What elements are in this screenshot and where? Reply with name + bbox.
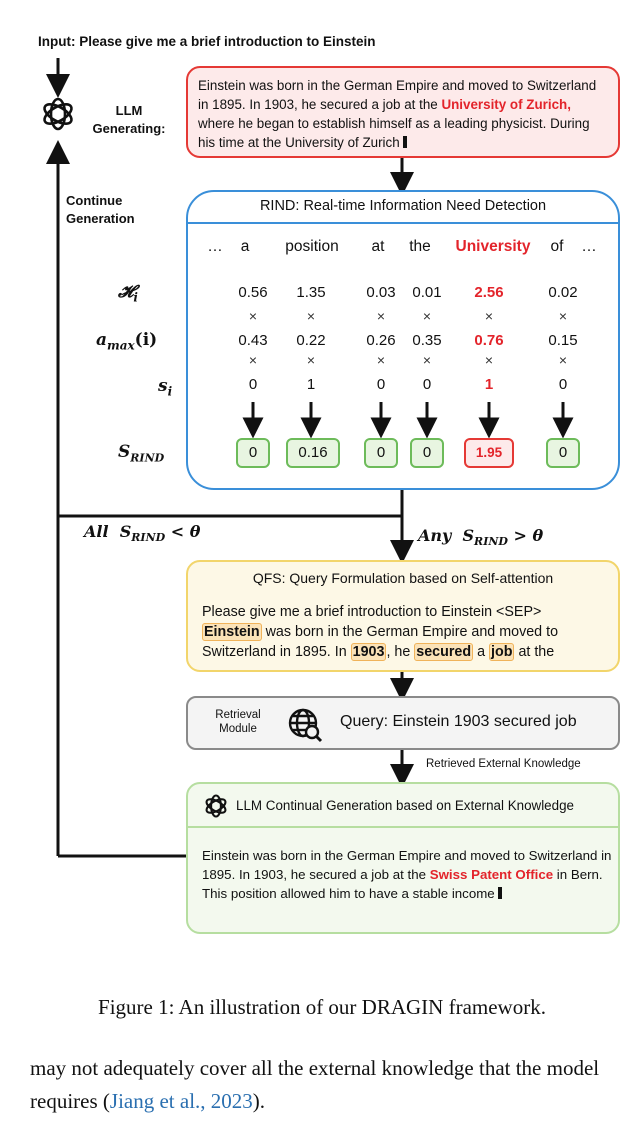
qfs-highlight-word: secured xyxy=(416,644,472,660)
qfs-box xyxy=(186,560,620,672)
score-box: 0 xyxy=(410,438,444,468)
qfs-text: was born in the German Empire and moved to Switzerland in 1895. In xyxy=(202,624,559,660)
h-value: 0.02 xyxy=(548,284,578,301)
condition-all-below xyxy=(84,522,200,544)
qfs-line1: Please give me a brief introduction to Einstein <SEP> xyxy=(202,604,542,620)
continual-title: LLM Continual Generation based on External Knowledge xyxy=(236,798,574,813)
s-value: 0 xyxy=(376,376,386,393)
cond-all-op: < θ xyxy=(170,522,201,541)
continue-generation-label xyxy=(66,192,135,228)
s-value: 0 xyxy=(558,376,568,393)
generated-text-part2: where he began to establish himself as a leading physicist. During his time at the University of Zurich xyxy=(198,116,590,150)
retrieval-label-2: Module xyxy=(219,723,257,735)
row-label-score xyxy=(118,442,164,464)
H-sub: i xyxy=(133,290,138,305)
a-value: 0.22 xyxy=(296,332,326,349)
openai-logo-icon xyxy=(38,94,78,134)
times-symbol: × xyxy=(422,308,432,324)
continue-line1: Continue xyxy=(66,193,123,208)
retrieval-module-box xyxy=(186,696,620,750)
score-box: 0.16 xyxy=(286,438,340,468)
score-arrows xyxy=(188,398,618,438)
token-cell: … xyxy=(207,238,223,255)
cond-all-prefix: All xyxy=(84,522,109,541)
web-search-icon xyxy=(286,706,324,744)
rind-divider xyxy=(188,222,618,224)
condition-any-above xyxy=(418,526,543,548)
s-sub: i xyxy=(167,384,173,399)
times-symbol: × xyxy=(306,352,316,368)
para-text: may not adequately cover all the external knowledge that the model requires ( xyxy=(30,1056,600,1113)
cond-any-prefix: Any xyxy=(418,526,452,545)
a-value: 0.15 xyxy=(548,332,578,349)
cond-any-op: > θ xyxy=(513,526,544,545)
s-value: 0 xyxy=(248,376,258,393)
cond-any-sub: RIND xyxy=(474,535,508,549)
para-end: ). xyxy=(252,1089,266,1113)
times-symbol: × xyxy=(376,308,386,324)
times-symbol: × xyxy=(422,352,432,368)
score-box: 0 xyxy=(546,438,580,468)
llm-label-line1: LLM xyxy=(115,103,143,118)
token-cell: a xyxy=(240,238,250,255)
s-value: 1 xyxy=(306,376,316,393)
times-symbol: × xyxy=(376,352,386,368)
qfs-title: QFS: Query Formulation based on Self-attention xyxy=(252,570,554,586)
a-sub: max xyxy=(107,338,135,353)
token-cell: the xyxy=(409,238,431,255)
h-value: 1.35 xyxy=(296,284,326,301)
H-symbol: 𝓗 xyxy=(118,282,134,302)
times-symbol: × xyxy=(306,308,316,324)
score-box: 0 xyxy=(364,438,398,468)
llm-label-line2: Generating: xyxy=(92,121,166,136)
continue-line2: Generation xyxy=(66,211,135,226)
a-value: 0.43 xyxy=(238,332,268,349)
continual-part1: Einstein was born in the German Empire and moved to Switzerland in 1895. In 1903, he secured a job at the xyxy=(202,848,612,882)
body-paragraph xyxy=(30,1052,640,1118)
retrieval-label xyxy=(202,708,274,736)
h-value: 0.03 xyxy=(366,284,396,301)
score-box: 0 xyxy=(236,438,270,468)
s-value: 1 xyxy=(484,376,494,393)
token-cell: University xyxy=(455,238,531,255)
s-symbol: s xyxy=(158,376,168,396)
figure-caption: Figure 1: An illustration of our DRAGIN framework. xyxy=(98,995,546,1019)
qfs-highlight-word: 1903 xyxy=(352,644,385,660)
a-value: 0.76 xyxy=(474,332,504,349)
qfs-body xyxy=(202,602,612,662)
row-label-entropy xyxy=(118,282,138,304)
retrieval-query: Query: Einstein 1903 secured job xyxy=(340,713,577,730)
h-value: 0.01 xyxy=(412,284,442,301)
times-symbol: × xyxy=(248,352,258,368)
times-symbol: × xyxy=(484,308,494,324)
continual-divider xyxy=(188,826,618,828)
token-cell: of xyxy=(550,238,564,255)
text-cursor xyxy=(498,887,502,899)
a-value: 0.35 xyxy=(412,332,442,349)
s-value: 0 xyxy=(422,376,432,393)
cond-any-S: S xyxy=(462,526,475,545)
times-symbol: × xyxy=(484,352,494,368)
a-symbol: a xyxy=(96,330,108,350)
generated-text-part1: Einstein was born in the German Empire and moved to Switzerland in 1895. In 1903, he secured a job at the xyxy=(198,78,597,112)
retrieved-knowledge-label: Retrieved External Knowledge xyxy=(426,758,581,770)
continual-body xyxy=(202,846,612,903)
qfs-text: at the xyxy=(514,644,555,660)
rind-title: RIND: Real-time Information Need Detection xyxy=(259,198,547,214)
h-value: 2.56 xyxy=(474,284,504,301)
S-symbol: S xyxy=(118,442,131,462)
continual-highlight: Swiss Patent Office xyxy=(429,867,554,882)
generated-text-box xyxy=(186,66,620,158)
qfs-highlight-word: Einstein xyxy=(204,624,260,640)
a-suffix: (i) xyxy=(134,330,158,350)
generated-text-highlight: University of Zurich, xyxy=(441,97,571,112)
continual-part2: in Bern. This position allowed him to have a stable income xyxy=(202,867,603,901)
cond-all-sub: RIND xyxy=(131,531,166,545)
token-cell: … xyxy=(581,238,597,255)
h-value: 0.56 xyxy=(238,284,268,301)
row-label-attention xyxy=(96,330,157,352)
a-value: 0.26 xyxy=(366,332,396,349)
qfs-highlight-word: job xyxy=(491,644,513,660)
llm-generating-label xyxy=(84,102,174,138)
citation-link[interactable]: Jiang et al., 2023 xyxy=(109,1089,253,1113)
openai-logo-icon xyxy=(202,792,230,820)
qfs-text: a xyxy=(473,644,490,660)
S-sub: RIND xyxy=(130,451,165,465)
times-symbol: × xyxy=(248,308,258,324)
row-label-stopword xyxy=(158,376,172,398)
text-cursor xyxy=(403,136,407,148)
continual-generation-box xyxy=(186,782,620,934)
input-prompt: Input: Please give me a brief introduction to Einstein xyxy=(38,34,376,49)
times-symbol: × xyxy=(558,352,568,368)
cond-all-S: S xyxy=(119,522,132,541)
retrieval-label-1: Retrieval xyxy=(215,709,261,721)
times-symbol: × xyxy=(558,308,568,324)
score-box-triggered: 1.95 xyxy=(464,438,514,468)
token-cell: at xyxy=(371,238,385,255)
token-cell: position xyxy=(285,238,339,255)
qfs-text: , he xyxy=(386,644,415,660)
